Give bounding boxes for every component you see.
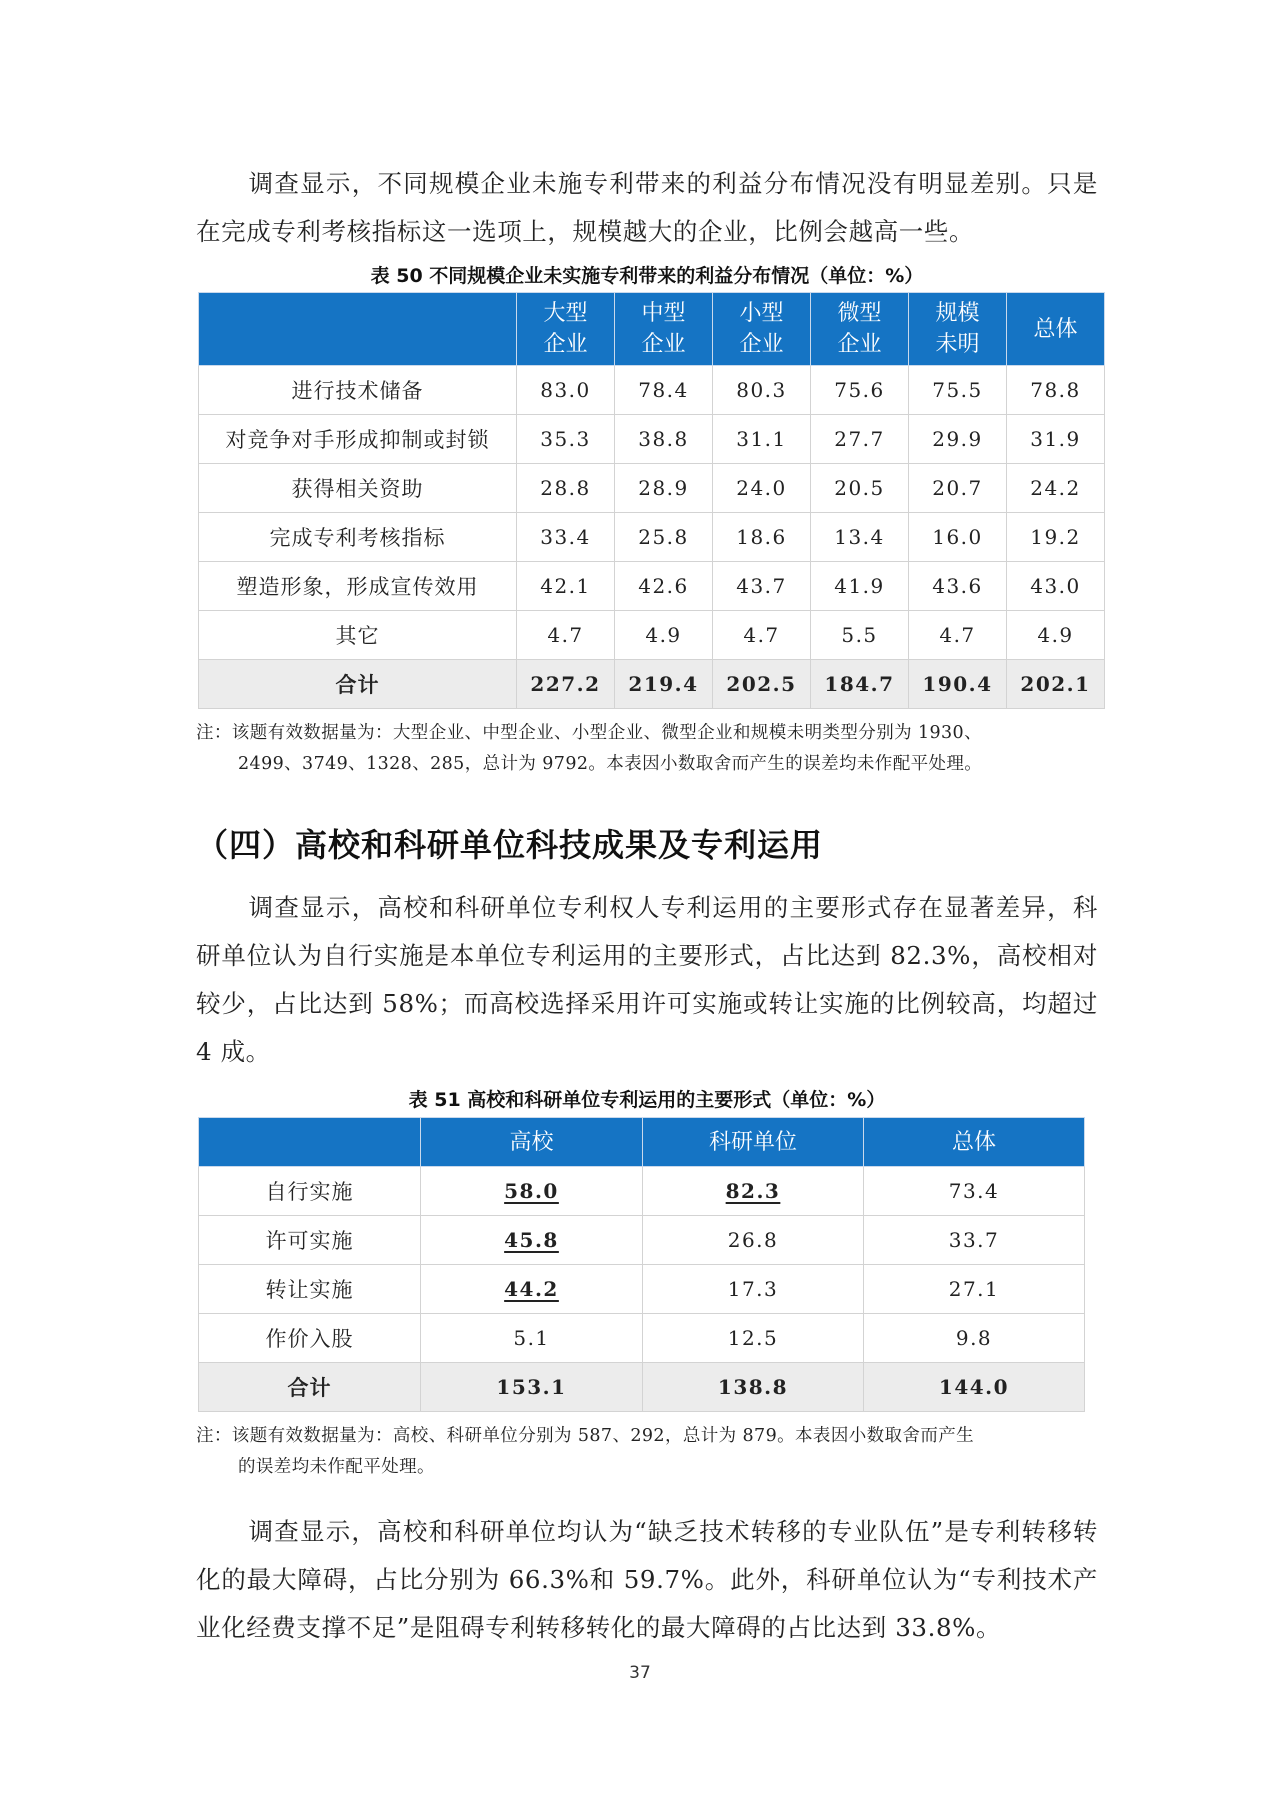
table-cell: 41.9 bbox=[811, 562, 909, 611]
paragraph-universities bbox=[196, 884, 1098, 1076]
table-cell: 20.5 bbox=[811, 464, 909, 513]
table-cell: 33.4 bbox=[517, 513, 615, 562]
table-cell: 4.7 bbox=[713, 611, 811, 660]
table-cell: 17.3 bbox=[643, 1265, 864, 1314]
table-51-header-corner bbox=[199, 1118, 421, 1167]
table-row bbox=[199, 1167, 1085, 1216]
table-50-header-micro: 微型 企业 bbox=[811, 293, 909, 366]
row-label: 完成专利考核指标 bbox=[199, 513, 517, 562]
table-50-header-overall: 总体 bbox=[1007, 293, 1105, 366]
table-cell: 4.9 bbox=[1007, 611, 1105, 660]
table-cell: 75.6 bbox=[811, 366, 909, 415]
row-label: 自行实施 bbox=[199, 1167, 421, 1216]
total-label: 合计 bbox=[199, 1363, 421, 1412]
total-cell: 202.5 bbox=[713, 660, 811, 709]
table-50-header-corner bbox=[199, 293, 517, 366]
table-cell: 27.1 bbox=[864, 1265, 1085, 1314]
table-cell: 83.0 bbox=[517, 366, 615, 415]
table-cell: 33.7 bbox=[864, 1216, 1085, 1265]
table-cell: 5.5 bbox=[811, 611, 909, 660]
total-cell: 202.1 bbox=[1007, 660, 1105, 709]
table-cell: 78.8 bbox=[1007, 366, 1105, 415]
table-50-header-unknown: 规模 未明 bbox=[909, 293, 1007, 366]
table-row bbox=[199, 611, 1105, 660]
table-cell: 25.8 bbox=[615, 513, 713, 562]
table-cell: 19.2 bbox=[1007, 513, 1105, 562]
row-label: 作价入股 bbox=[199, 1314, 421, 1363]
table-row bbox=[199, 366, 1105, 415]
table-cell: 82.3 bbox=[643, 1167, 864, 1216]
table-cell: 35.3 bbox=[517, 415, 615, 464]
table-51-caption: 表 51 高校和科研单位专利运用的主要形式（单位：%） bbox=[408, 1089, 886, 1111]
page-number: 37 bbox=[629, 1663, 651, 1683]
table-cell: 24.0 bbox=[713, 464, 811, 513]
table-50-header-medium: 中型 企业 bbox=[615, 293, 713, 366]
table-50-header-small: 小型 企业 bbox=[713, 293, 811, 366]
table-cell: 58.0 bbox=[421, 1167, 643, 1216]
row-label: 转让实施 bbox=[199, 1265, 421, 1314]
table-cell: 26.8 bbox=[643, 1216, 864, 1265]
table-cell: 78.4 bbox=[615, 366, 713, 415]
table-cell: 45.8 bbox=[421, 1216, 643, 1265]
paragraph-universities-text: 调查显示，高校和科研单位专利权人专利运用的主要形式存在显著差异，科研单位认为自行实施是本单位专利运用的主要形式，占比达到 82.3%，高校相对较少，占比达到 58%；而高校选择采用许可实施或转让实施的比例较高，均超过 4 成。 bbox=[196, 893, 1098, 1066]
table-row bbox=[199, 464, 1105, 513]
total-cell: 184.7 bbox=[811, 660, 909, 709]
table-50-note-line2: 2499、3749、1328、285，总计为 9792。本表因小数取舍而产生的误差均未作配平处理。 bbox=[238, 754, 983, 774]
table-50-total-row bbox=[199, 660, 1105, 709]
table-cell: 9.8 bbox=[864, 1314, 1085, 1363]
table-cell: 73.4 bbox=[864, 1167, 1085, 1216]
table-cell: 28.9 bbox=[615, 464, 713, 513]
table-cell: 42.6 bbox=[615, 562, 713, 611]
table-51 bbox=[198, 1117, 1085, 1412]
table-cell: 28.8 bbox=[517, 464, 615, 513]
table-51-header-overall: 总体 bbox=[864, 1118, 1085, 1167]
table-cell: 43.6 bbox=[909, 562, 1007, 611]
section-heading: （四）高校和科研单位科技成果及专利运用 bbox=[196, 826, 824, 864]
table-cell: 43.7 bbox=[713, 562, 811, 611]
table-row bbox=[199, 513, 1105, 562]
table-50 bbox=[198, 292, 1105, 709]
row-label: 许可实施 bbox=[199, 1216, 421, 1265]
table-cell: 31.9 bbox=[1007, 415, 1105, 464]
row-label: 获得相关资助 bbox=[199, 464, 517, 513]
paragraph-intro-text: 调查显示，不同规模企业未施专利带来的利益分布情况没有明显差别。只是在完成专利考核指标这一选项上，规模越大的企业，比例会越高一些。 bbox=[196, 169, 1098, 246]
table-50-header-large: 大型 企业 bbox=[517, 293, 615, 366]
paragraph-intro bbox=[196, 160, 1098, 256]
total-label: 合计 bbox=[199, 660, 517, 709]
table-row bbox=[199, 562, 1105, 611]
table-51-note bbox=[196, 1421, 1100, 1483]
table-cell: 16.0 bbox=[909, 513, 1007, 562]
table-51-note-line1: 注：该题有效数据量为：高校、科研单位分别为 587、292，总计为 879。本表因小数取舍而产生 bbox=[196, 1426, 975, 1446]
table-row bbox=[199, 1265, 1085, 1314]
table-cell: 27.7 bbox=[811, 415, 909, 464]
table-cell: 38.8 bbox=[615, 415, 713, 464]
table-51-total-row bbox=[199, 1363, 1085, 1412]
total-cell: 219.4 bbox=[615, 660, 713, 709]
total-cell: 144.0 bbox=[864, 1363, 1085, 1412]
total-cell: 227.2 bbox=[517, 660, 615, 709]
table-row bbox=[199, 415, 1105, 464]
table-cell: 4.9 bbox=[615, 611, 713, 660]
table-cell: 24.2 bbox=[1007, 464, 1105, 513]
table-cell: 20.7 bbox=[909, 464, 1007, 513]
row-label: 塑造形象，形成宣传效用 bbox=[199, 562, 517, 611]
table-cell: 4.7 bbox=[909, 611, 1007, 660]
table-51-header-university: 高校 bbox=[421, 1118, 643, 1167]
paragraph-barriers-text: 调查显示，高校和科研单位均认为“缺乏技术转移的专业队伍”是专利转移转化的最大障碍，占比分别为 66.3%和 59.7%。此外，科研单位认为“专利技术产业化经费支撑不足”是阻碍专利转移转化的最大障碍的占比达到 33.8%。 bbox=[196, 1517, 1098, 1642]
table-cell: 18.6 bbox=[713, 513, 811, 562]
table-cell: 31.1 bbox=[713, 415, 811, 464]
table-51-header-research-institute: 科研单位 bbox=[643, 1118, 864, 1167]
table-51-header-row bbox=[199, 1118, 1085, 1167]
paragraph-barriers bbox=[196, 1508, 1098, 1652]
table-50-header-row bbox=[199, 293, 1105, 366]
table-row bbox=[199, 1314, 1085, 1363]
table-cell: 75.5 bbox=[909, 366, 1007, 415]
table-cell: 12.5 bbox=[643, 1314, 864, 1363]
table-cell: 13.4 bbox=[811, 513, 909, 562]
row-label: 其它 bbox=[199, 611, 517, 660]
table-50-note-line1: 注：该题有效数据量为：大型企业、中型企业、小型企业、微型企业和规模未明类型分别为 1930、 bbox=[196, 723, 982, 743]
table-cell: 5.1 bbox=[421, 1314, 643, 1363]
table-50-note bbox=[196, 718, 1100, 780]
table-cell: 29.9 bbox=[909, 415, 1007, 464]
table-cell: 43.0 bbox=[1007, 562, 1105, 611]
total-cell: 138.8 bbox=[643, 1363, 864, 1412]
table-cell: 44.2 bbox=[421, 1265, 643, 1314]
table-cell: 42.1 bbox=[517, 562, 615, 611]
table-cell: 80.3 bbox=[713, 366, 811, 415]
table-51-note-line2: 的误差均未作配平处理。 bbox=[238, 1457, 435, 1477]
row-label: 对竞争对手形成抑制或封锁 bbox=[199, 415, 517, 464]
total-cell: 190.4 bbox=[909, 660, 1007, 709]
total-cell: 153.1 bbox=[421, 1363, 643, 1412]
row-label: 进行技术储备 bbox=[199, 366, 517, 415]
table-50-caption: 表 50 不同规模企业未实施专利带来的利益分布情况（单位：%） bbox=[370, 265, 924, 287]
table-cell: 4.7 bbox=[517, 611, 615, 660]
table-row bbox=[199, 1216, 1085, 1265]
